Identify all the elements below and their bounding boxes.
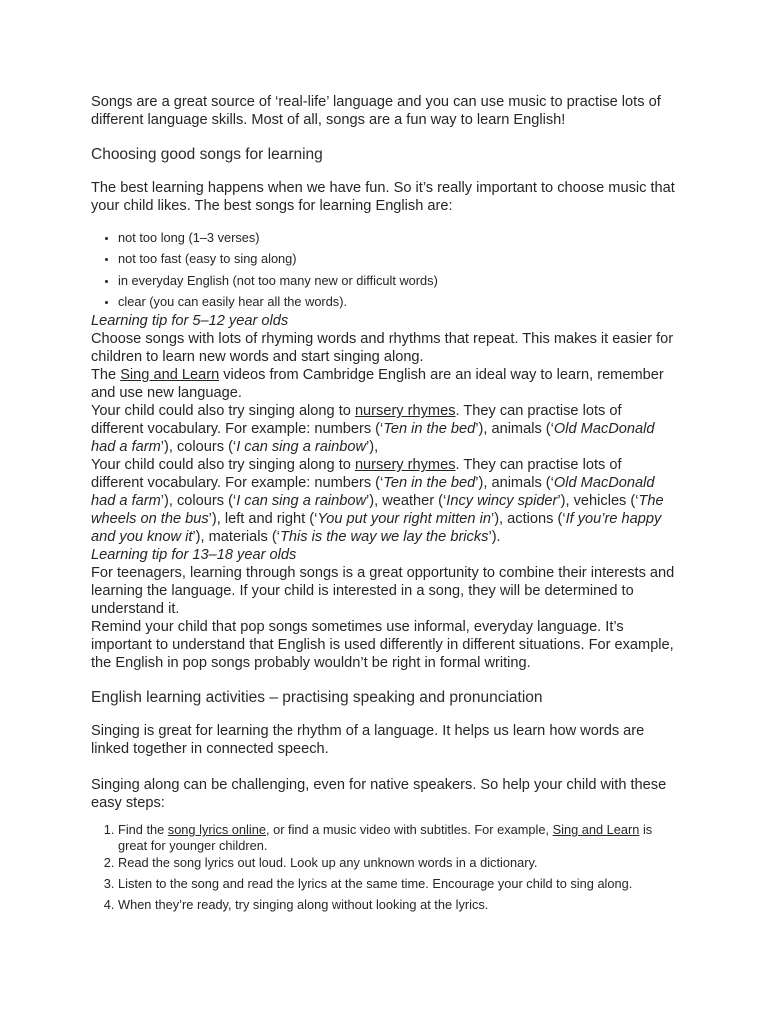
list-item: 4. When they’re ready, try singing along without looking at the lyrics.	[118, 897, 678, 913]
sing-and-learn-link[interactable]: Sing and Learn	[120, 367, 220, 384]
list-item: • not too long (1–3 verses)	[118, 227, 678, 248]
list-item: • not too fast (easy to sing along)	[118, 248, 678, 269]
list-item: • clear (you can easily hear all the words).	[118, 291, 678, 312]
song-criteria-list	[91, 227, 678, 312]
tip-13-18-paragraph-teenagers: For teenagers, learning through songs is a great opportunity to combine their interests and learning the language. If your child is interested in a song, they will be determined to understand it.	[91, 565, 675, 618]
section-heading-learning-activities: English learning activities – practising speaking and pronunciation	[91, 689, 543, 707]
singing-steps-list	[91, 822, 678, 913]
tip-5-12-paragraph-nursery-rhymes-full: Your child could also try singing along to nursery rhymes. They can practise lots of different vocabulary. For example: numbers (‘Ten in the bed’), animals (‘Old MacDonald had a farm’), colours (‘I can sing a rainbow’), weather (‘Incy wincy spider’), vehicles (‘The wheels on the bus’), left and right (‘You put your right mitten in’), actions (‘If you’re happy and you know it’), materials (‘This is the way we lay the bricks’).	[91, 457, 664, 546]
nursery-rhymes-link[interactable]: nursery rhymes	[354, 403, 456, 420]
list-item: 1. Find the song lyrics online, or find a music video with subtitles. For example, Sing and Learn is great for younger children.	[118, 822, 678, 854]
tip-5-12-paragraph-sing-and-learn: The Sing and Learn videos from Cambridge English are an ideal way to learn, remember and use new language.	[91, 367, 664, 402]
choosing-songs-paragraph: The best learning happens when we have fun. So it’s really important to choose music that your child likes. The best songs for learning English are:	[91, 180, 675, 214]
tip-5-12-paragraph-nursery-rhymes-short: Your child could also try singing along to nursery rhymes. They can practise lots of different vocabulary. For example: numbers (‘Ten in the bed’), animals (‘Old MacDonald had a farm’), colours (‘I can sing a rainbow’),	[91, 403, 655, 456]
intro-paragraph: Songs are a great source of ‘real-life’ language and you can use music to practise lots of different language skills. Most of all, songs are a fun way to learn English!	[91, 94, 661, 128]
list-item: • in everyday English (not too many new or difficult words)	[118, 270, 678, 291]
list-item: 2. Read the song lyrics out loud. Look up any unknown words in a dictionary.	[118, 855, 678, 871]
singing-along-paragraph: Singing along can be challenging, even for native speakers. So help your child with these easy steps:	[91, 777, 667, 812]
tip-title-5-12: Learning tip for 5–12 year olds	[91, 313, 289, 330]
tip-13-18-paragraph-pop-songs: Remind your child that pop songs sometimes use informal, everyday language. It’s important to understand that English is used differently in different situations. For example, the English in pop songs probably wouldn’t be right in formal writing.	[91, 619, 674, 672]
nursery-rhymes-link[interactable]: nursery rhymes	[354, 457, 456, 474]
singing-rhythm-paragraph: Singing is great for learning the rhythm of a language. It helps us learn how words are linked together in connected speech.	[91, 723, 645, 758]
song-lyrics-online-link[interactable]: song lyrics online	[167, 822, 266, 838]
tip-title-13-18: Learning tip for 13–18 year olds	[91, 547, 297, 564]
list-item: 3. Listen to the song and read the lyrics at the same time. Encourage your child to sing along.	[118, 876, 678, 892]
tip-5-12-paragraph-rhyming: Choose songs with lots of rhyming words and rhythms that repeat. This makes it easier for children to learn new words and start singing along.	[91, 331, 674, 366]
section-heading-choosing-songs: Choosing good songs for learning	[91, 146, 323, 163]
sing-and-learn-link[interactable]: Sing and Learn	[552, 822, 640, 838]
